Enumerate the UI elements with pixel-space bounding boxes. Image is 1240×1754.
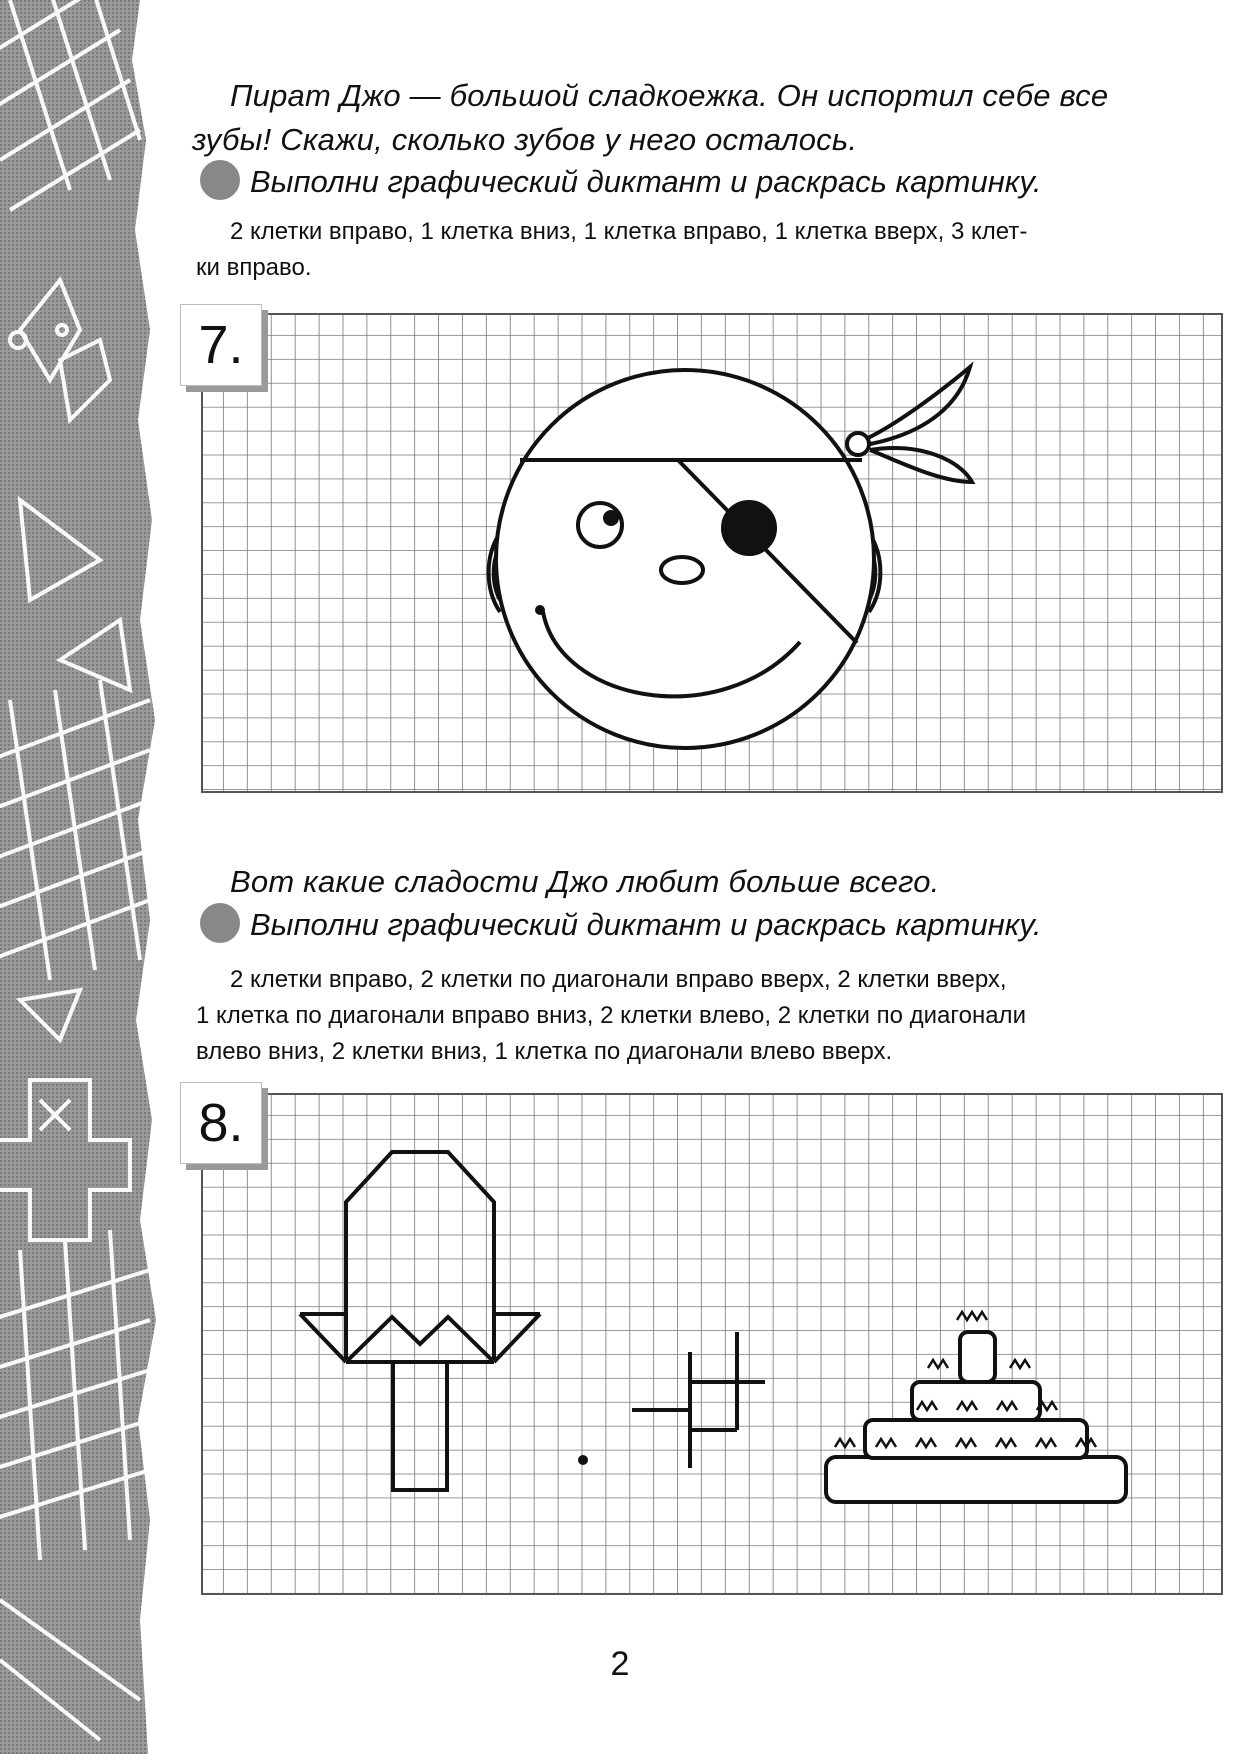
- decorative-side-strip: [0, 0, 168, 1754]
- section7-grid: [200, 312, 1230, 802]
- section8-dictation-line3: влево вниз, 2 клетки вниз, 1 клетка по диагонали влево вверх.: [196, 1038, 893, 1065]
- bullet-icon: [200, 903, 240, 943]
- section8-badge-text: 8.: [198, 1093, 244, 1153]
- section8-dictation: [196, 962, 1216, 1070]
- bullet-icon: [200, 160, 240, 200]
- section7-badge-text: 7.: [198, 315, 244, 375]
- section8-task: [200, 903, 1041, 947]
- section7-task-text: Выполни графический диктант и раскрась картинку.: [250, 164, 1042, 199]
- section7-dictation: [196, 214, 1216, 286]
- section7-badge: [180, 304, 262, 386]
- section7-dictation-line1: 2 клетки вправо, 1 клетка вниз, 1 клетка вправо, 1 клетка вверх, 3 клет-: [230, 218, 1028, 245]
- section8-grid: [200, 1092, 1230, 1602]
- section7-intro-line1: Пират Джо — большой сладкоежка. Он испортил себе все: [230, 78, 1109, 113]
- section8-dictation-line2: 1 клетка по диагонали вправо вниз, 2 клетки влево, 2 клетки по диагонали: [196, 1002, 1026, 1029]
- section8-badge: [180, 1082, 262, 1164]
- section8-dictation-line1: 2 клетки вправо, 2 клетки по диагонали вправо вверх, 2 клетки вверх,: [230, 966, 1007, 993]
- section8-intro: Вот какие сладости Джо любит больше всего.: [230, 864, 940, 899]
- section7-dictation-line2: ки вправо.: [196, 254, 312, 281]
- section7-intro-line2: зубы! Скажи, сколько зубов у него осталось.: [192, 122, 858, 157]
- section7-task: [200, 160, 1041, 204]
- section8-task-text: Выполни графический диктант и раскрась картинку.: [250, 907, 1042, 942]
- page-number: 2: [610, 1645, 630, 1683]
